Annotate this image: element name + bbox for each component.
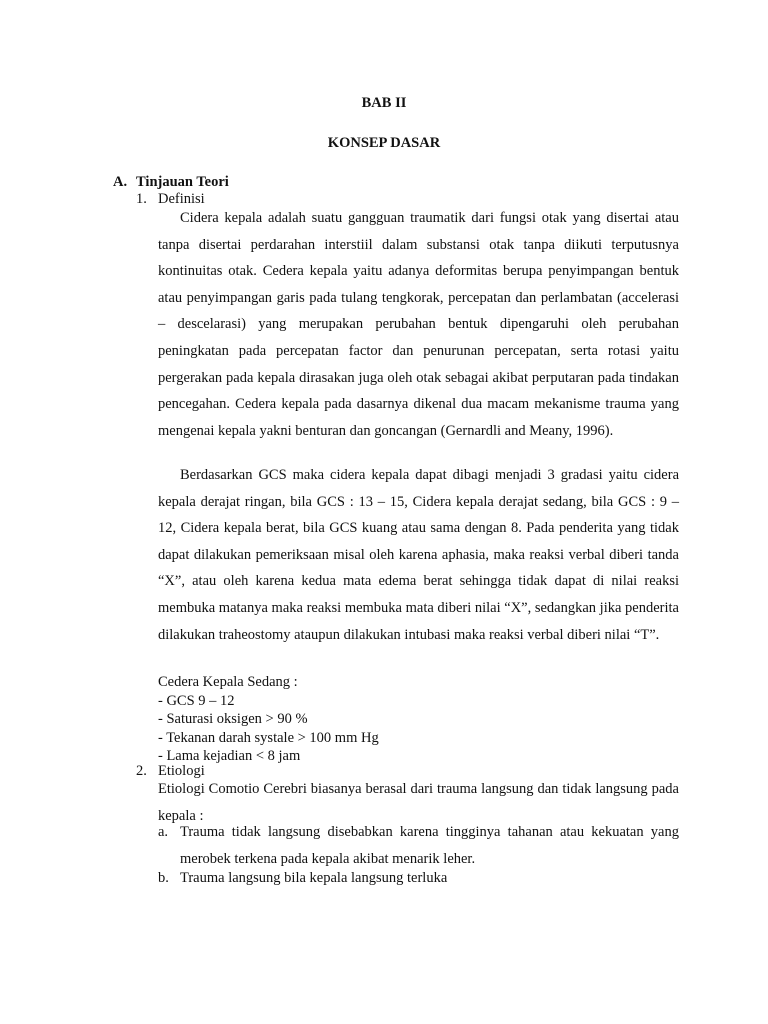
- chapter-heading: BAB II: [361, 95, 407, 111]
- item1-title: Definisi: [158, 191, 205, 207]
- item1-marker: 1.: [136, 191, 147, 207]
- gcs-list-item: - GCS 9 – 12: [158, 692, 235, 709]
- definition-text-1: Cidera kepala adalah suatu gangguan traumatik dari fungsi otak yang disertai atau tanpa disertai perdarahan interstiil dalam substansi otak tanpa diikuti terputusnya kontinuitas otak. Cedera kepala yaitu adanya deformitas berupa penyimpangan bentuk atau penyimpangan garis pada tulang tengkorak, percepatan dan perlambatan (accelerasi – descelarasi) yang merupakan perubahan bentuk dipengaruhi oleh perubahan peningkatan pada percepatan factor dan penurunan percepatan, serta rotasi yaitu pergerakan pada kepala dirasakan juga oleh otak sebagai akibat perputaran pada tindakan pencegahan. Cedera kepala pada dasarnya dikenal dua macam mekanisme trauma yang mengenai kepala yakni benturan dan goncangan (Gernardli and Meany, 1996).: [158, 210, 679, 439]
- section-title: Tinjauan Teori: [136, 174, 229, 190]
- item2-title: Etiologi: [158, 763, 205, 779]
- definition-paragraph-2: [158, 462, 679, 648]
- definition-paragraph-1: [158, 205, 679, 444]
- gcs-list-item: - Tekanan darah systale > 100 mm Hg: [158, 729, 379, 746]
- gcs-list: [158, 673, 679, 766]
- sub-a-paragraph: [180, 819, 679, 872]
- sub-b-text: Trauma langsung bila kepala langsung terluka: [180, 870, 448, 886]
- sub-a-marker: a.: [158, 824, 169, 840]
- section-marker: A.: [113, 174, 128, 190]
- sub-b-marker: b.: [158, 870, 169, 886]
- gcs-list-item: - Saturasi oksigen > 90 %: [158, 711, 308, 727]
- gcs-list-item: - Lama kejadian < 8 jam: [158, 748, 301, 764]
- definition-text-2: Berdasarkan GCS maka cidera kepala dapat dibagi menjadi 3 gradasi yaitu cidera kepala derajat ringan, bila GCS : 13 – 15, Cidera kepala derajat sedang, bila GCS : 9 – 12, Cidera kepala berat, bila GCS kuang atau sama dengan 8. Pada penderita yang tidak dapat dilakukan pemeriksaan misal oleh karena aphasia, maka reaksi verbal diberi tanda “X”, atau oleh karena kedua mata edema berat sehingga tidak dapat di nilai reaksi membuka matanya maka reaksi membuka mata diberi nilai “X”, sedangkan jika penderita dilakukan traheostomy ataupun dilakukan intubasi maka reaksi verbal diberi nilai “T”.: [158, 467, 679, 643]
- etiology-text: Etiologi Comotio Cerebri biasanya berasal dari trauma langsung dan tidak langsung pada kepala :: [158, 781, 679, 824]
- gcs-list-title: Cedera Kepala Sedang :: [158, 674, 298, 690]
- chapter-title: KONSEP DASAR: [327, 135, 441, 151]
- item2-marker: 2.: [136, 763, 147, 779]
- sub-a-text: Trauma tidak langsung disebabkan karena tingginya tahanan atau kekuatan yang merobek terkena pada kepala akibat menarik leher.: [180, 824, 679, 867]
